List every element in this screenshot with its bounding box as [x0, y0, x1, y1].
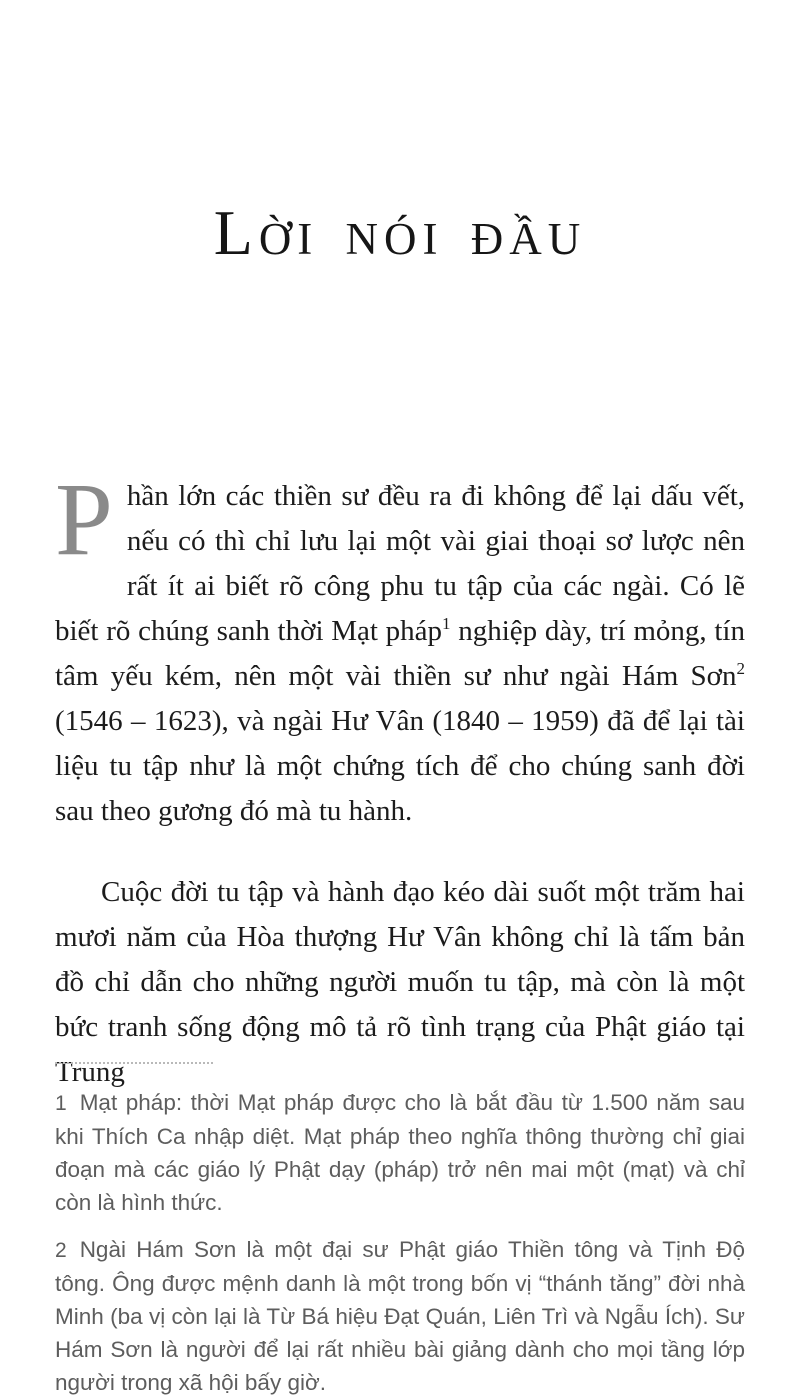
- footnote-reference-1: 1: [442, 614, 451, 633]
- paragraph-1-text-end: (1546 – 1623), và ngài Hư Vân (1840 – 1959) đã để lại tài liệu tu tập như là một chứng tích để cho chúng sanh đời sau theo gương đó mà tu hành.: [55, 705, 745, 827]
- footnotes-section: [55, 1062, 745, 1400]
- footnote-reference-2: 2: [736, 659, 745, 678]
- footnote-1-marker: 1: [55, 1092, 67, 1115]
- footnote-2-marker: 2: [55, 1239, 67, 1262]
- body-text: [55, 462, 745, 1095]
- page-title: LỜI NÓI ĐẦU: [213, 197, 587, 268]
- footnote-1-text: Mạt pháp: thời Mạt pháp được cho là bắt đầu từ 1.500 năm sau khi Thích Ca nhập diệt. Mạt pháp theo nghĩa thông thường chỉ giai đoạn mà các giáo lý Phật dạy (pháp) trở nên mai một (mạt) và chỉ còn là hình thức.: [55, 1090, 745, 1215]
- footnote-2: [55, 1233, 745, 1399]
- paragraph-1-text-mid: nghiệp dày, trí mỏng, tín tâm yếu kém, nên một vài thiền sư như ngài Hám Sơn: [55, 615, 745, 692]
- paragraph-1-text-start: hần lớn các thiền sư đều ra đi không để lại dấu vết, nếu có thì chỉ lưu lại một vài giai thoại sơ lược nên rất ít ai biết rõ công phu tu tập của các ngài. Có lẽ biết rõ chúng sanh thời Mạt pháp: [55, 480, 745, 647]
- footnote-1: [55, 1086, 745, 1219]
- footnote-separator-line: [55, 1062, 213, 1064]
- dropcap-letter: P: [55, 462, 113, 577]
- paragraph-1: [55, 462, 745, 834]
- footnote-2-text: Ngài Hám Sơn là một đại sư Phật giáo Thiền tông và Tịnh Độ tông. Ông được mệnh danh là một trong bốn vị “thánh tăng” đời nhà Minh (ba vị còn lại là Từ Bá hiệu Đạt Quán, Liên Trì và Ngẫu Ích). Sư Hám Sơn là người để lại rất nhiều bài giảng dành cho mọi tầng lớp người trong xã hội bấy giờ.: [55, 1237, 745, 1395]
- paragraph-2: Cuộc đời tu tập và hành đạo kéo dài suốt một trăm hai mươi năm của Hòa thượng Hư Vân không chỉ là tấm bản đồ chỉ dẫn cho những người muốn tu tập, mà còn là một bức tranh sống động mô tả rõ tình trạng của Phật giáo tại Trung: [55, 876, 745, 1088]
